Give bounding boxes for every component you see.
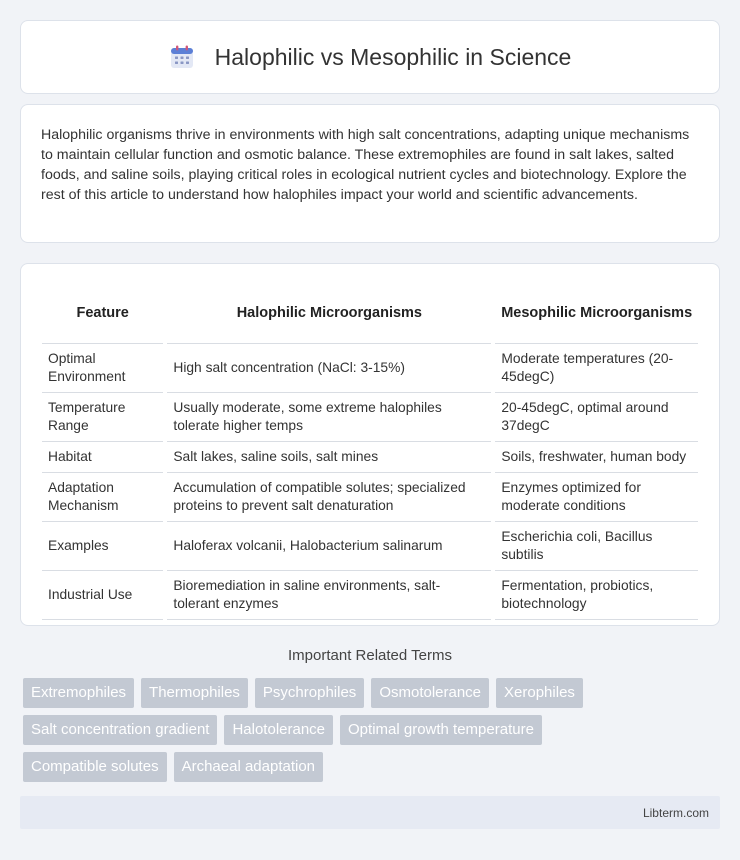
tag-row: [23, 678, 723, 708]
table-row: [42, 442, 698, 473]
feature-cell: Habitat: [42, 442, 163, 473]
footer: [20, 796, 720, 829]
header-feature: Feature: [42, 282, 163, 344]
tag-xerophiles[interactable]: Xerophiles: [496, 678, 583, 708]
related-terms-tags: [23, 678, 723, 789]
header-mesophilic: Mesophilic Microorganisms: [495, 282, 698, 344]
tag-archaeal-adaptation[interactable]: Archaeal adaptation: [174, 752, 323, 782]
calendar-icon: [169, 44, 195, 70]
halophilic-cell: Haloferax volcanii, Halobacterium salinarum: [167, 522, 491, 571]
tag-optimal-growth-temperature[interactable]: Optimal growth temperature: [340, 715, 542, 745]
mesophilic-cell: 20-45degC, optimal around 37degC: [495, 393, 698, 442]
table-header-row: [42, 282, 698, 344]
tag-extremophiles[interactable]: Extremophiles: [23, 678, 134, 708]
footer-brand[interactable]: Libterm.com: [642, 805, 709, 820]
tag-halotolerance[interactable]: Halotolerance: [224, 715, 333, 745]
intro-card: [20, 104, 720, 243]
header-halophilic: Halophilic Microorganisms: [167, 282, 491, 344]
halophilic-cell: Salt lakes, saline soils, salt mines: [167, 442, 491, 473]
halophilic-cell: High salt concentration (NaCl: 3-15%): [167, 344, 491, 393]
page-title: Halophilic vs Mesophilic in Science: [214, 43, 572, 70]
feature-cell: Industrial Use: [42, 571, 163, 620]
intro-paragraph: Halophilic organisms thrive in environments with high salt concentrations, adapting unique mechanisms to maintain cellular function and osmotic balance. These extremophiles are found in salt lakes, salted foods, and saline soils, playing critical roles in ecological nutrient cycles and biotechnology. Explore the rest of this article to understand how halophiles impact your world and scientific advancements.: [41, 127, 690, 203]
table-row: [42, 393, 698, 442]
tag-psychrophiles[interactable]: Psychrophiles: [255, 678, 364, 708]
tag-salt-concentration-gradient[interactable]: Salt concentration gradient: [23, 715, 217, 745]
halophilic-cell: Accumulation of compatible solutes; specialized proteins to prevent salt denaturation: [167, 473, 491, 522]
mesophilic-cell: Escherichia coli, Bacillus subtilis: [495, 522, 698, 571]
mesophilic-cell: Moderate temperatures (20-45degC): [495, 344, 698, 393]
tag-row: [23, 752, 723, 782]
header-card: [20, 20, 720, 94]
related-terms-title: Important Related Terms: [288, 647, 452, 664]
halophilic-cell: Usually moderate, some extreme halophiles tolerate higher temps: [167, 393, 491, 442]
mesophilic-cell: Enzymes optimized for moderate conditions: [495, 473, 698, 522]
feature-cell: Optimal Environment: [42, 344, 163, 393]
table-row: [42, 571, 698, 620]
tag-compatible-solutes[interactable]: Compatible solutes: [23, 752, 167, 782]
tag-row: [23, 715, 723, 745]
feature-cell: Temperature Range: [42, 393, 163, 442]
mesophilic-cell: Fermentation, probiotics, biotechnology: [495, 571, 698, 620]
comparison-table: [38, 282, 702, 620]
tag-thermophiles[interactable]: Thermophiles: [141, 678, 248, 708]
table-row: [42, 473, 698, 522]
feature-cell: Adaptation Mechanism: [42, 473, 163, 522]
mesophilic-cell: Soils, freshwater, human body: [495, 442, 698, 473]
table-row: [42, 522, 698, 571]
feature-cell: Examples: [42, 522, 163, 571]
table-row: [42, 344, 698, 393]
comparison-table-card: [20, 263, 720, 626]
halophilic-cell: Bioremediation in saline environments, salt-tolerant enzymes: [167, 571, 491, 620]
tag-osmotolerance[interactable]: Osmotolerance: [371, 678, 489, 708]
